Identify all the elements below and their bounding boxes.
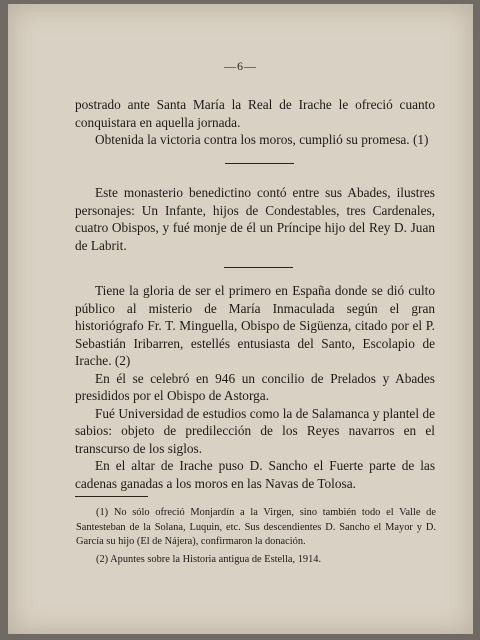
paragraph-1: postrado ante Santa María la Real de Irache le ofreció cuanto conquistara en aquella jornada. xyxy=(75,97,435,130)
paragraph-2: Obtenida la victoria contra los moros, cumplió su promesa. (1) xyxy=(95,132,429,147)
document-page xyxy=(8,4,473,634)
paragraph-3: Este monasterio benedictino contó entre sus Abades, ilustres personajes: Un Infante, hijos de Condestables, tres Cardenales, cuatro Obispos, y fué monje de él un Príncipe hijo del Rey D. Juan de Labrit. xyxy=(75,185,435,253)
paragraph-4: Tiene la gloria de ser el primero en España donde se dió culto público al misterio de María Inmaculada según el gran historiógrafo Fr. T. Minguella, Obispo de Sigüenza, citado por el P. Sebastián Iribarren, estellés entusiasta del Santo, Escolapio de Irache. (2) xyxy=(75,283,435,368)
footnotes xyxy=(76,506,436,567)
abbots-paragraph-block xyxy=(75,184,435,254)
section-divider-line xyxy=(224,267,293,268)
history-paragraphs xyxy=(75,282,435,492)
opening-paragraphs xyxy=(75,96,435,149)
paragraph-5: En él se celebró en 946 un concilio de Prelados y Abades presididos por el Obispo de Astorga. xyxy=(75,370,435,403)
page-number: —6— xyxy=(224,59,257,73)
paragraph-7: En el altar de Irache puso D. Sancho el Fuerte parte de las cadenas ganadas a los moros en las Navas de Tolosa. xyxy=(75,458,435,491)
footnote-2: (2) Apuntes sobre la Historia antigua de Estella, 1914. xyxy=(96,553,322,565)
short-divider-line xyxy=(225,163,294,164)
footnote-separator-line xyxy=(75,496,148,497)
paragraph-6: Fué Universidad de estudios como la de Salamanca y plantel de sabios: objeto de predilección de los Reyes navarros en el transcurso de los siglos. xyxy=(75,405,435,456)
footnote-1: (1) No sólo ofreció Monjardín a la Virgen, sino también todo el Valle de Santesteban de la Solana, Luquin, etc. Sus descendientes D. Sancho el Mayor y D. García su hijo (El de Nájera), confirmaron la donación. xyxy=(76,507,436,548)
